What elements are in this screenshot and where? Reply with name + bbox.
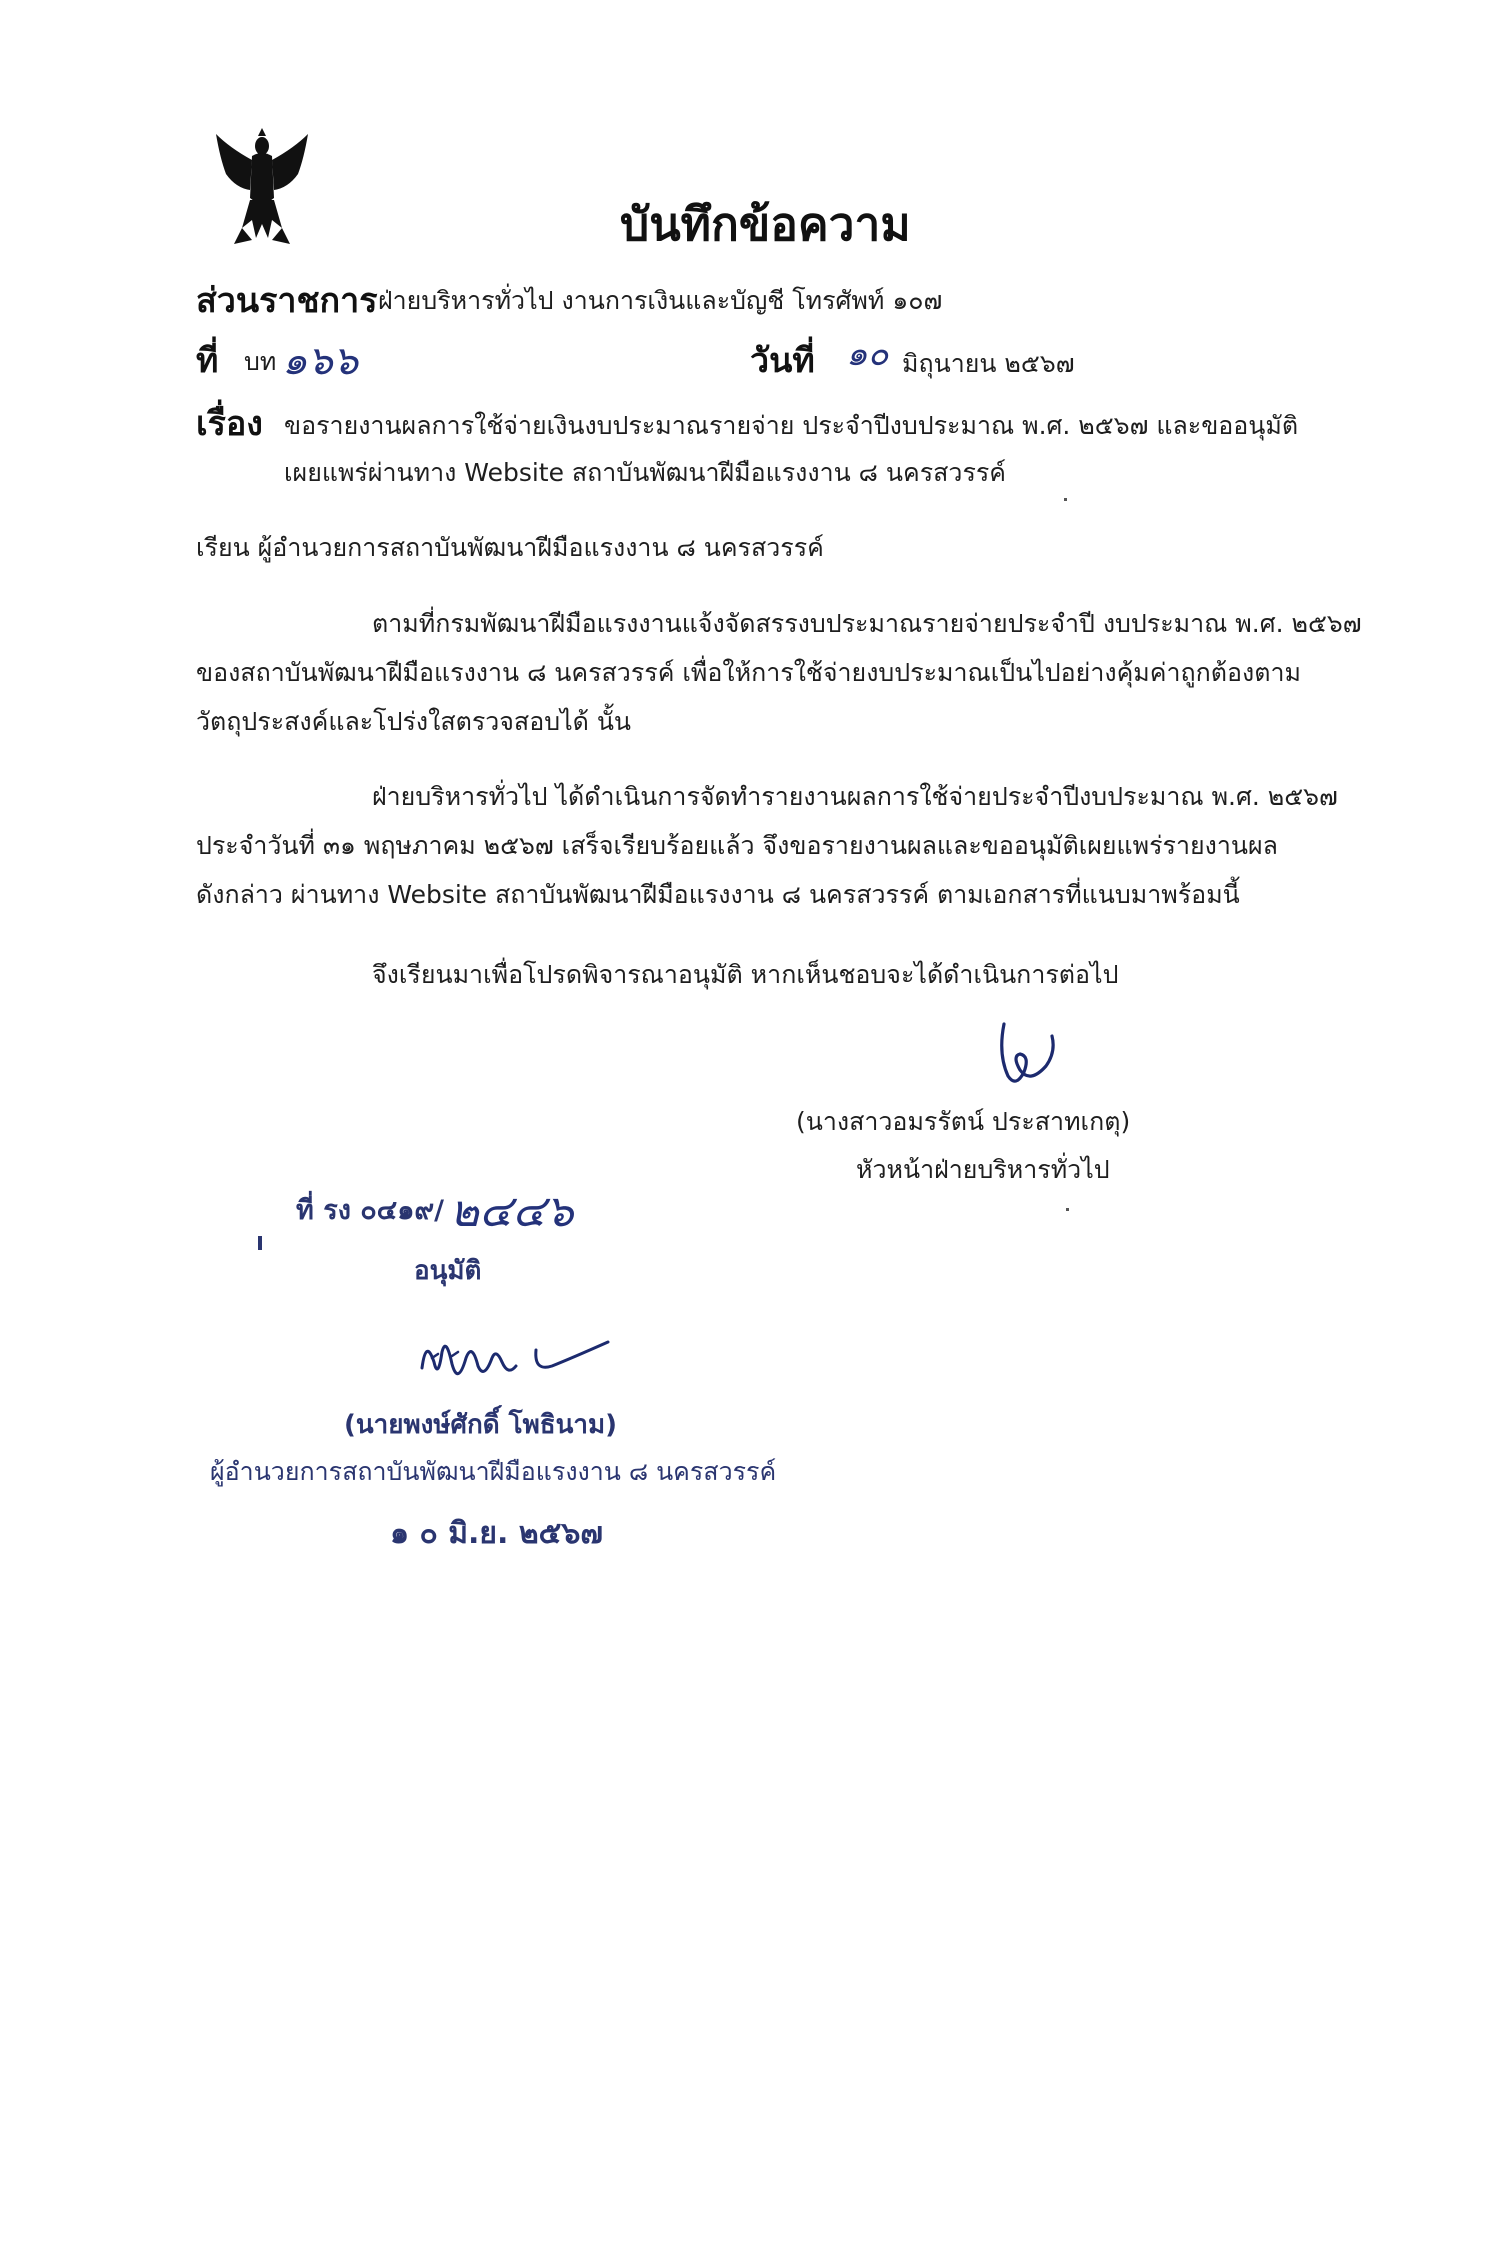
ref-label: ที่ xyxy=(196,341,219,381)
subject-label: เรื่อง xyxy=(196,404,263,444)
date-rest: มิถุนายน ๒๕๖๗ xyxy=(902,349,1075,378)
signer-name: (นางสาวอมรรัตน์ ประสาทเกตุ) xyxy=(796,1107,1131,1136)
paragraph-1-line-3: วัตถุประสงค์และโปร่งใสตรวจสอบได้ นั้น xyxy=(196,707,632,736)
agency-label: ส่วนราชการ xyxy=(196,281,378,321)
approver-position: ผู้อำนวยการสถาบันพัฒนาฝีมือแรงงาน ๘ นครสวรรค์ xyxy=(210,1457,777,1486)
scan-mark xyxy=(258,1236,262,1250)
approver-name: (นายพงษ์ศักดิ์ โพธินาม) xyxy=(344,1410,618,1440)
date-label: วันที่ xyxy=(750,341,815,381)
paragraph-1-line-1: ตามที่กรมพัฒนาฝีมือแรงงานแจ้งจัดสรรงบประมาณรายจ่ายประจำปี งบประมาณ พ.ศ. ๒๕๖๗ xyxy=(372,609,1362,638)
salutation: เรียน ผู้อำนวยการสถาบันพัฒนาฝีมือแรงงาน ๘ นครสวรรค์ xyxy=(196,533,824,562)
signature-head-general-admin xyxy=(990,1014,1070,1094)
paragraph-2-line-3: ดังกล่าว ผ่านทาง Website สถาบันพัฒนาฝีมือแรงงาน ๘ นครสวรรค์ ตามเอกสารที่แนบมาพร้อมนี้ xyxy=(196,880,1240,909)
ref-number-handwritten: ๑๖๖ xyxy=(282,338,359,384)
scan-speck xyxy=(1064,498,1067,501)
subject-line-2: เผยแพร่ผ่านทาง Website สถาบันพัฒนาฝีมือแรงงาน ๘ นครสวรรค์ xyxy=(284,458,1007,487)
agency-value: ฝ่ายบริหารทั่วไป งานการเงินและบัญชี โทรศัพท์ ๑๐๗ xyxy=(378,286,943,315)
approval-ref-printed: ที่ รง ๐๔๑๙/ xyxy=(296,1195,444,1226)
approval-date: ๑ ๐ มิ.ย. ๒๕๖๗ xyxy=(390,1516,603,1551)
approval-ref-handwritten: ๒๔๔๖ xyxy=(450,1186,574,1237)
approval-status: อนุมัติ xyxy=(414,1256,482,1286)
garuda-emblem-icon xyxy=(212,128,312,248)
signature-director xyxy=(412,1328,612,1398)
paragraph-1-line-2: ของสถาบันพัฒนาฝีมือแรงงาน ๘ นครสวรรค์ เพื่อให้การใช้จ่ายงบประมาณเป็นไปอย่างคุ้มค่าถูกต้องตาม xyxy=(196,658,1302,687)
scan-speck xyxy=(1066,1208,1069,1211)
memo-title: บันทึกข้อความ xyxy=(620,197,911,251)
closing-paragraph: จึงเรียนมาเพื่อโปรดพิจารณาอนุมัติ หากเห็นชอบจะได้ดำเนินการต่อไป xyxy=(372,960,1119,989)
date-day-handwritten: ๑๐ xyxy=(846,334,889,374)
subject-line-1: ขอรายงานผลการใช้จ่ายเงินงบประมาณรายจ่าย ประจำปีงบประมาณ พ.ศ. ๒๕๖๗ และขออนุมัติ xyxy=(284,411,1299,440)
paragraph-2-line-2: ประจำวันที่ ๓๑ พฤษภาคม ๒๕๖๗ เสร็จเรียบร้อยแล้ว จึงขอรายงานผลและขออนุมัติเผยแพร่รายงานผล xyxy=(196,831,1278,860)
ref-prefix: บท xyxy=(244,347,277,376)
paragraph-2-line-1: ฝ่ายบริหารทั่วไป ได้ดำเนินการจัดทำรายงานผลการใช้จ่ายประจำปีงบประมาณ พ.ศ. ๒๕๖๗ xyxy=(372,782,1338,811)
signer-position: หัวหน้าฝ่ายบริหารทั่วไป xyxy=(856,1155,1110,1184)
